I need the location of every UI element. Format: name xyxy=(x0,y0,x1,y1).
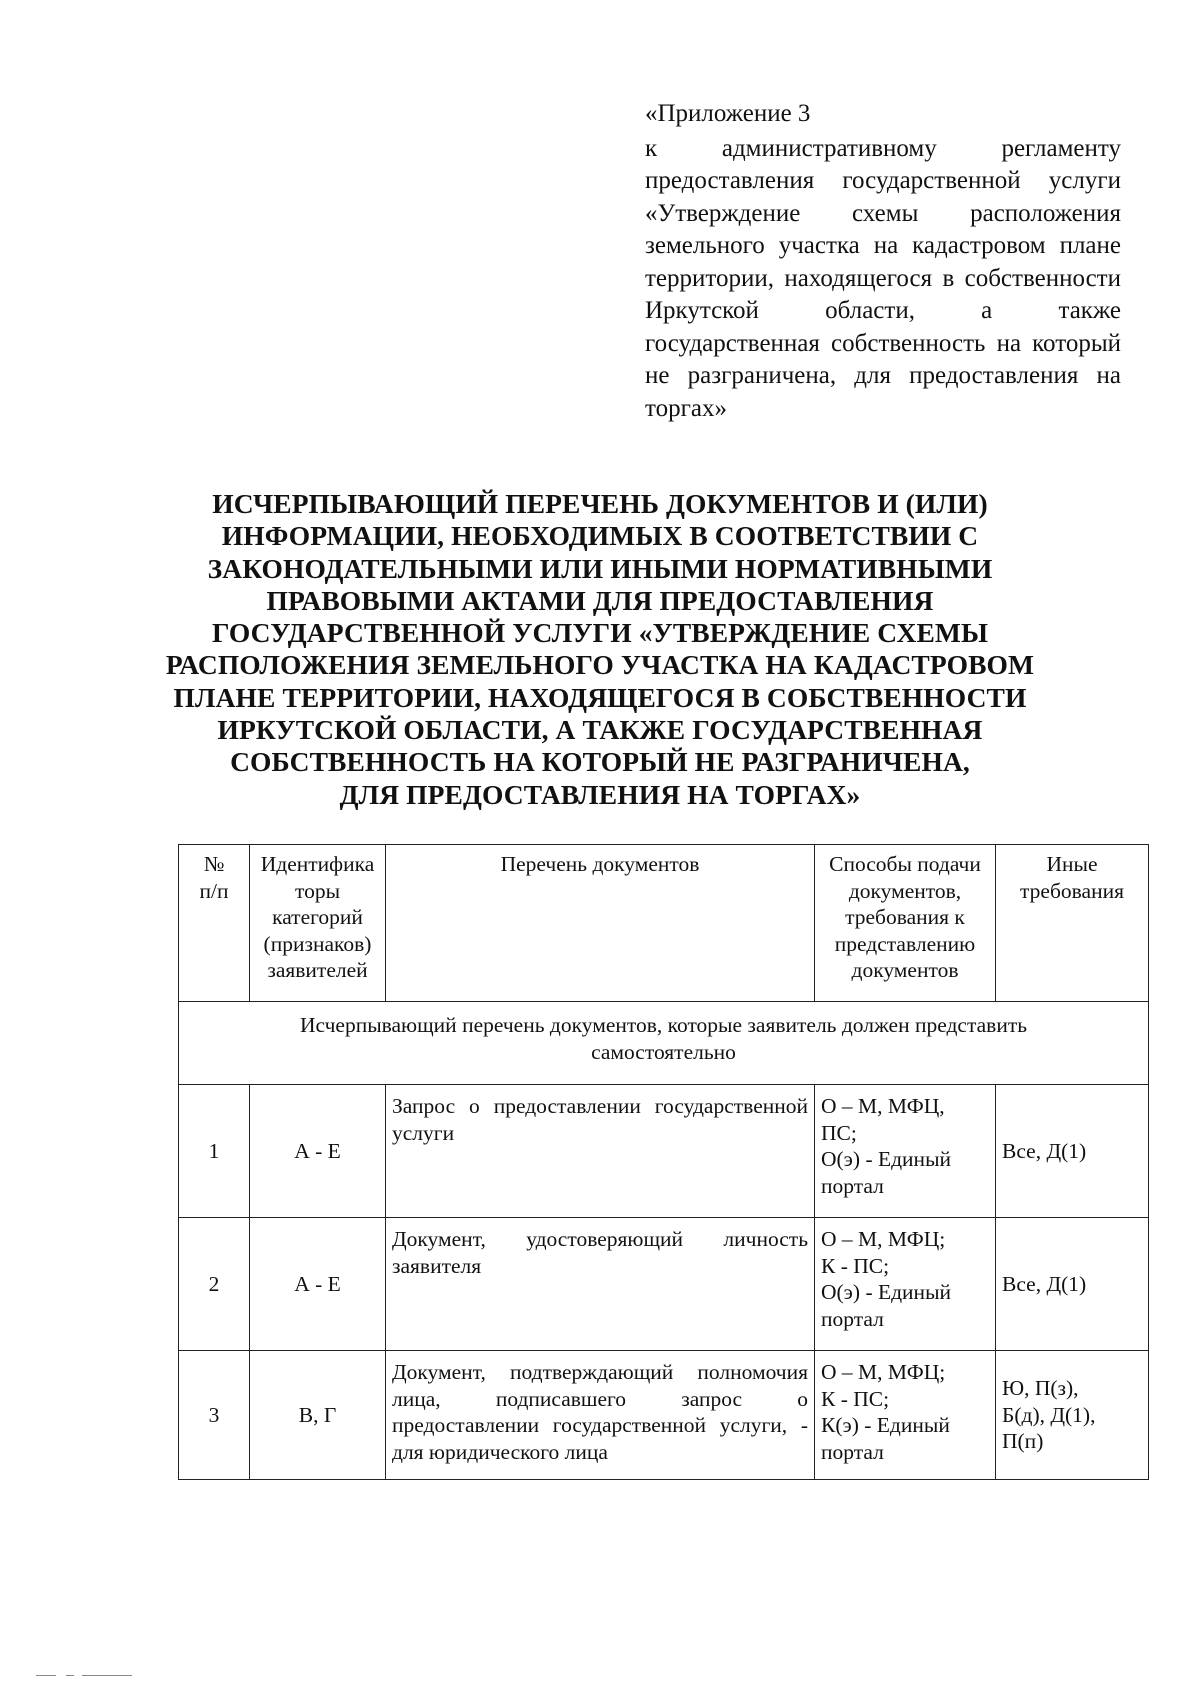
title-line: РАСПОЛОЖЕНИЯ ЗЕМЕЛЬНОГО УЧАСТКА НА КАДАСТРОВОМ xyxy=(165,649,1035,681)
scan-dash xyxy=(36,1675,56,1676)
title-line: ПЛАНЕ ТЕРРИТОРИИ, НАХОДЯЩЕГОСЯ В СОБСТВЕННОСТИ xyxy=(173,681,1027,713)
title-line: ЗАКОНОДАТЕЛЬНЫМИ ИЛИ ИНЫМИ НОРМАТИВНЫМИ xyxy=(207,552,993,584)
row-number: 2 xyxy=(179,1218,250,1351)
header-documents-list: Перечень документов xyxy=(386,845,815,1002)
annex-reference-text: к административному регламенту предоставления государственной услуги «Утверждение схемы расположения земельного участка на кадастровом плане территории, находящегося в собственности Иркутской области, а также государственная собственность на который не разграничена, для предоставления на торгах» xyxy=(645,134,1121,422)
table-row xyxy=(179,1218,1149,1351)
row-applicant-category: В, Г xyxy=(250,1351,386,1480)
row-submission-methods: О – М, МФЦ; К - ПС; О(э) - Единый портал xyxy=(815,1218,996,1351)
row-submission-methods: О – М, МФЦ, ПС; О(э) - Единый портал xyxy=(815,1085,996,1218)
header-submission-methods: Способы подачи документов, требования к представлению документов xyxy=(815,845,996,1002)
row-document: Документ, удостоверяющий личность заявителя xyxy=(386,1218,815,1351)
row-document: Документ, подтверждающий полномочия лица, подписавшего запрос о предоставлении государственной услуги, - для юридического лица xyxy=(386,1351,815,1480)
row-document: Запрос о предоставлении государственной услуги xyxy=(386,1085,815,1218)
row-other-requirements: Все, Д(1) xyxy=(996,1085,1149,1218)
title-line: СОБСТВЕННОСТЬ НА КОТОРЫЙ НЕ РАЗГРАНИЧЕНА, xyxy=(230,746,970,778)
table-header-row xyxy=(179,845,1149,1002)
row-other-requirements: Все, Д(1) xyxy=(996,1218,1149,1351)
table-row xyxy=(179,1085,1149,1218)
title-line: ИРКУТСКОЙ ОБЛАСТИ, А ТАКЖЕ ГОСУДАРСТВЕННАЯ xyxy=(217,714,983,746)
title-line: ДЛЯ ПРЕДОСТАВЛЕНИЯ НА ТОРГАХ» xyxy=(339,778,861,810)
scan-artifact-line xyxy=(36,1675,136,1677)
row-other-requirements: Ю, П(з), Б(д), Д(1), П(п) xyxy=(996,1351,1149,1480)
scan-dash xyxy=(66,1675,74,1676)
annex-number: «Приложение 3 xyxy=(645,100,811,127)
title-line: ИНФОРМАЦИИ, НЕОБХОДИМЫХ В СООТВЕТСТВИИ С xyxy=(221,520,979,552)
row-number: 1 xyxy=(179,1085,250,1218)
header-applicant-categories: Идентифика торы категорий (признаков) заявителей xyxy=(250,845,386,1002)
documents-table xyxy=(178,844,1149,1480)
row-submission-methods: О – М, МФЦ; К - ПС; К(э) - Единый портал xyxy=(815,1351,996,1480)
title-line: ИСЧЕРПЫВАЮЩИЙ ПЕРЕЧЕНЬ ДОКУМЕНТОВ И (ИЛИ) xyxy=(212,488,988,519)
header-other-requirements: Иные требования xyxy=(996,845,1149,1002)
row-number: 3 xyxy=(179,1351,250,1480)
annex-heading xyxy=(645,98,1121,425)
row-applicant-category: А - Е xyxy=(250,1218,386,1351)
row-applicant-category: А - Е xyxy=(250,1085,386,1218)
table-row xyxy=(179,1351,1149,1480)
header-number: № п/п xyxy=(179,845,250,1002)
title-line: ГОСУДАРСТВЕННОЙ УСЛУГИ «УТВЕРЖДЕНИЕ СХЕМЫ xyxy=(211,617,989,649)
title-line: ПРАВОВЫМИ АКТАМИ ДЛЯ ПРЕДОСТАВЛЕНИЯ xyxy=(266,584,934,616)
section-title: Исчерпывающий перечень документов, которые заявитель должен представить самостоятельно xyxy=(179,1002,1149,1085)
table-section-row xyxy=(179,1002,1149,1085)
document-title xyxy=(150,488,1050,811)
scan-dash xyxy=(82,1675,132,1676)
